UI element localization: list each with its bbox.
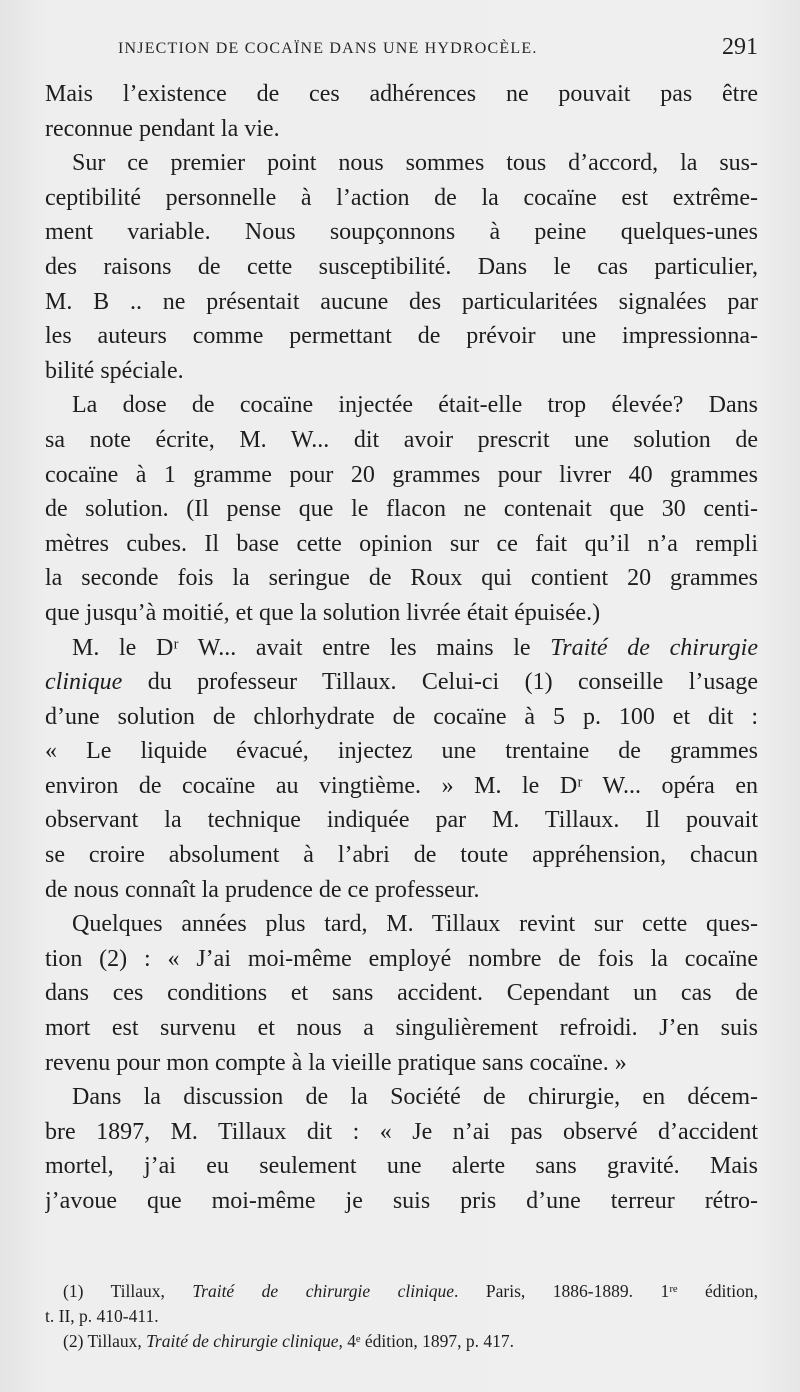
line-text: revenu pour mon compte à la vieille pratique sans cocaïne. » [45, 1049, 627, 1076]
text-line [45, 942, 758, 977]
text-line [45, 250, 758, 285]
line-text: du professeur Tillaux. Celui-ci (1) conseille l’usage [122, 669, 758, 696]
text-line [45, 700, 758, 735]
text-line [45, 354, 758, 389]
text-line [45, 492, 758, 527]
text-line [45, 423, 758, 458]
text-line [45, 907, 758, 942]
line-text: se croire absolument à l’abri de toute appréhension, chacun [45, 842, 758, 869]
text-line [45, 1080, 758, 1115]
text-line [45, 388, 758, 423]
line-text: mort est survenu et nous a singulièrement refroidi. J’en suis [45, 1015, 758, 1042]
line-text: mortel, j’ai eu seulement une alerte sans gravité. Mais [45, 1153, 758, 1180]
text-line [45, 215, 758, 250]
footnote-tail: , 4ᵉ édition, 1897, p. 417. [338, 1331, 515, 1351]
footnote-lead: t. II, p. 410-411. [45, 1306, 159, 1326]
text-line [45, 319, 758, 354]
line-text: Sur ce premier point nous sommes tous d’accord, la sus- [72, 150, 758, 177]
line-text: environ de cocaïne au vingtième. » M. le Dʳ W... opéra en [45, 772, 758, 799]
running-head [118, 36, 758, 70]
page-number: 291 [722, 34, 758, 60]
text-line [45, 734, 758, 769]
text-line [45, 527, 758, 562]
line-text: d’une solution de chlorhydrate de cocaïne à 5 p. 100 et dit : [45, 703, 758, 730]
text-line [45, 77, 758, 112]
line-text: les auteurs comme permettant de prévoir une impressionna- [45, 323, 758, 350]
line-text: dans ces conditions et sans accident. Cependant un cas de [45, 980, 758, 1007]
footnote-italic-title: Traité de chirurgie clinique [146, 1331, 339, 1351]
line-text: mètres cubes. Il base cette opinion sur ce fait qu’il n’a rempli [45, 530, 758, 557]
footnotes [45, 1279, 758, 1354]
footnote-line [45, 1279, 758, 1304]
text-line [45, 631, 758, 666]
footnote-italic-title: Traité de chirurgie clinique [192, 1281, 455, 1301]
italic-title: Traité de chirurgie [550, 634, 758, 661]
text-line [45, 181, 758, 216]
line-text: M. B .. ne présentait aucune des particularitées signalées par [45, 288, 758, 315]
line-text: Mais l’existence de ces adhérences ne pouvait pas être [45, 81, 758, 107]
footnote-lead: (1) Tillaux, [63, 1281, 193, 1301]
line-text: Quelques années plus tard, M. Tillaux revint sur cette ques- [72, 911, 758, 938]
text-line [45, 146, 758, 181]
text-line [45, 458, 758, 493]
text-line [45, 1115, 758, 1150]
line-text: tion (2) : « J’ai moi-même employé nombre de fois la cocaïne [45, 945, 758, 972]
footnote-tail: . Paris, 1886-1889. 1ʳᵉ édition, [454, 1281, 758, 1301]
text-line [45, 769, 758, 804]
body-text [45, 77, 758, 1219]
running-title: INJECTION DE COCAÏNE DANS UNE HYDROCÈLE. [118, 40, 538, 57]
line-text: la seconde fois la seringue de Roux qui contient 20 grammes [45, 565, 758, 592]
text-line [45, 112, 758, 147]
line-text: de nous connaît la prudence de ce professeur. [45, 876, 480, 903]
line-text: observant la technique indiquée par M. Tillaux. Il pouvait [45, 807, 758, 834]
text-line [45, 1011, 758, 1046]
text-line [45, 803, 758, 838]
text-line [45, 976, 758, 1011]
line-text: j’avoue que moi-même je suis pris d’une terreur rétro- [45, 1188, 758, 1214]
text-line [45, 873, 758, 908]
line-text: ceptibilité personnelle à l’action de la cocaïne est extrême- [45, 184, 758, 211]
line-text: Dans la discussion de la Société de chirurgie, en décem- [72, 1084, 758, 1111]
line-text: « Le liquide évacué, injectez une trentaine de grammes [45, 738, 758, 765]
text-line [45, 596, 758, 631]
italic-title: clinique [45, 669, 123, 696]
line-text: cocaïne à 1 gramme pour 20 grammes pour livrer 40 grammes [45, 461, 758, 488]
line-text: reconnue pendant la vie. [45, 115, 280, 142]
line-text: bre 1897, M. Tillaux dit : « Je n’ai pas observé d’accident [45, 1118, 758, 1145]
text-line [45, 1149, 758, 1184]
footnote-line [45, 1304, 758, 1329]
line-text: La dose de cocaïne injectée était-elle trop élevée? Dans [72, 392, 758, 419]
text-line [45, 665, 758, 700]
footnote-line [45, 1329, 758, 1354]
text-line [45, 838, 758, 873]
text-line [45, 561, 758, 596]
line-text: M. le Dʳ W... avait entre les mains le [72, 634, 551, 661]
line-text: ment variable. Nous soupçonnons à peine quelques-unes [45, 219, 758, 246]
line-text: sa note écrite, M. W... dit avoir prescrit une solution de [45, 426, 758, 453]
line-text: bilité spéciale. [45, 357, 184, 384]
footnote-lead: (2) Tillaux, [63, 1331, 147, 1351]
text-line [45, 1184, 758, 1219]
line-text: des raisons de cette susceptibilité. Dans le cas particulier, [45, 253, 758, 280]
line-text: que jusqu’à moitié, et que la solution livrée était épuisée.) [45, 599, 601, 626]
line-text: de solution. (Il pense que le flacon ne contenait que 30 centi- [45, 496, 758, 523]
text-line [45, 1046, 758, 1081]
text-line [45, 285, 758, 320]
